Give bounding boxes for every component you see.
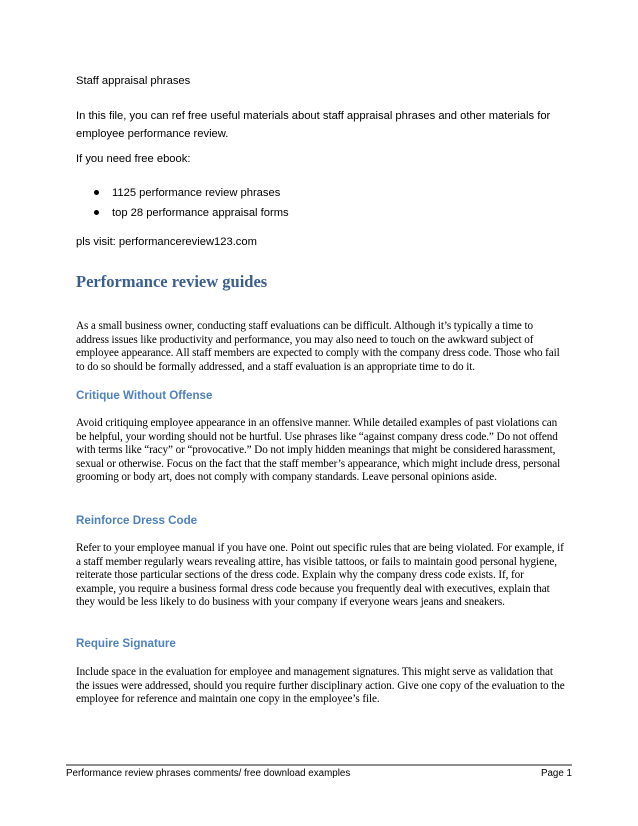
section-heading-dress-code: Reinforce Dress Code bbox=[76, 514, 198, 527]
footer-divider bbox=[66, 764, 572, 766]
list-item: top 28 performance appraisal forms bbox=[76, 203, 566, 223]
ebook-prompt: If you need free ebook: bbox=[76, 153, 191, 165]
visit-link-text: pls visit: performancereview123.com bbox=[76, 236, 257, 248]
section-heading-critique: Critique Without Offense bbox=[76, 389, 213, 402]
document-title: Staff appraisal phrases bbox=[76, 75, 191, 87]
page-number: Page 1 bbox=[540, 768, 572, 779]
section-heading-signature: Require Signature bbox=[76, 637, 176, 650]
guide-intro-paragraph: As a small business owner, conducting staff evaluations can be difficult. Although it’s typically a time to address issues like productivity and performance, you may also need to touch on the awkward subject of employee appearance. All staff members are expected to comply with the company dress code. Those who fail to do so should be formally addressed, and a staff evaluation is an appropriate time to do it. bbox=[76, 320, 560, 373]
ebook-list bbox=[76, 183, 566, 223]
guide-heading: Performance review guides bbox=[76, 272, 268, 291]
intro-description: In this file, you can ref free useful materials about staff appraisal phrases and other materials for employee performance review. bbox=[76, 110, 551, 140]
bullet-icon bbox=[94, 190, 99, 195]
section-body-dress-code: Refer to your employee manual if you have one. Point out specific rules that are being violated. For example, if a staff member regularly wears revealing attire, has visible tattoos, or fails to maintain good personal hygiene, reiterate those particular sections of the dress code. Explain why the company dress code exists. If, for example, you require a business formal dress code because you frequently deal with executives, explain that they would be less likely to do business with your company if everyone wears jeans and sneakers. bbox=[76, 542, 564, 609]
footer-title: Performance review phrases comments/ free download examples bbox=[66, 768, 351, 779]
section-body-signature: Include space in the evaluation for employee and management signatures. This might serve as validation that the issues were addressed, should you require further disciplinary action. Give one copy of the evaluation to the employee for reference and maintain one copy in the employee’s file. bbox=[76, 666, 565, 706]
section-body-critique: Avoid critiquing employee appearance in an offensive manner. While detailed examples of past violations can be helpful, your wording should not be hurtful. Use phrases like “against company dress code.” Do not offend with terms like “racy” or “provocative.” Do not imply hidden meanings that might be considered harassment, sexual or otherwise. Focus on the fact that the staff member’s appearance, which might include dress, personal grooming or body art, does not comply with company standards. Leave personal opinions aside. bbox=[76, 417, 561, 484]
bullet-icon bbox=[94, 210, 99, 215]
page-footer bbox=[66, 768, 572, 779]
list-item: 1125 performance review phrases bbox=[76, 183, 566, 203]
